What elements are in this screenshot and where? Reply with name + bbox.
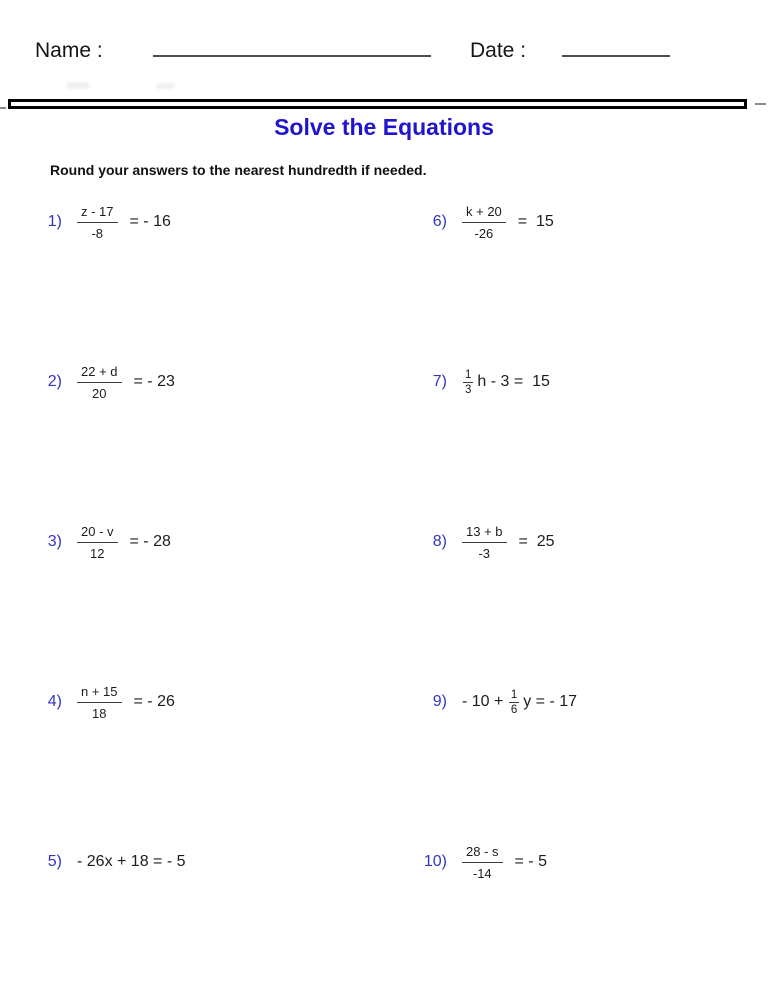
problem-number: 2) [47, 373, 62, 390]
name-label: Name : [35, 39, 103, 62]
problem-number: 7) [432, 373, 447, 390]
fraction-denominator: 6 [510, 703, 518, 716]
problem-6 [384, 196, 768, 248]
fraction-denominator: 20 [92, 386, 107, 401]
fraction-denominator: -8 [91, 226, 104, 241]
problem-number: 4) [47, 693, 62, 710]
equation [462, 369, 550, 396]
fraction-numerator: 1 [465, 368, 472, 381]
equation-text: - 10 + [462, 693, 508, 710]
fraction [462, 843, 503, 881]
fraction [462, 523, 507, 561]
fraction-numerator: z - 17 [77, 203, 118, 223]
fraction-denominator: -14 [472, 866, 492, 881]
divider-rule [0, 99, 768, 111]
fraction [77, 683, 122, 721]
fraction [77, 523, 118, 561]
equation [462, 843, 547, 881]
fraction-denominator: 18 [92, 706, 107, 721]
problem-number: 1) [47, 213, 62, 230]
divider-end-dash [755, 103, 766, 105]
equation-text: = 15 [517, 213, 554, 230]
fraction-numerator: 22 + d [77, 363, 122, 383]
equation-text: y = - 17 [523, 693, 578, 710]
problem-7 [384, 356, 768, 408]
problems-grid [0, 196, 768, 888]
problem-5 [0, 836, 384, 888]
equation-text: = - 5 [514, 853, 547, 870]
fraction-numerator: k + 20 [462, 203, 506, 223]
fraction-numerator: 13 + b [462, 523, 507, 543]
fraction-denominator: -26 [474, 226, 494, 241]
problem-10 [384, 836, 768, 888]
equation-text: = - 23 [133, 373, 175, 390]
fraction [462, 203, 506, 241]
fraction-numerator: 1 [510, 688, 518, 701]
print-smudge [66, 82, 90, 89]
problem-number: 8) [432, 533, 447, 550]
problem-number: 5) [47, 853, 62, 870]
problem-3 [0, 516, 384, 568]
equation-text: - 26x + 18 = - 5 [77, 853, 186, 870]
problem-8 [384, 516, 768, 568]
date-field [470, 34, 670, 63]
problem-number: 6) [432, 213, 447, 230]
problem-number: 10) [423, 853, 447, 870]
equation [77, 203, 171, 241]
equation [462, 689, 577, 716]
fraction-numerator: 20 - v [77, 523, 118, 543]
equation-text: h - 3 = 15 [477, 373, 550, 390]
name-input-line[interactable] [153, 34, 431, 57]
divider-end-dash [0, 107, 6, 109]
date-label: Date : [470, 39, 527, 62]
fraction-denominator: 3 [465, 383, 472, 396]
equation-text: = - 28 [129, 533, 171, 550]
equation [77, 363, 175, 401]
equation [462, 523, 555, 561]
print-smudge [156, 83, 174, 89]
problem-4 [0, 676, 384, 728]
fraction [77, 203, 118, 241]
problem-2 [0, 356, 384, 408]
equation [77, 683, 175, 721]
equation-text: = - 26 [133, 693, 175, 710]
equation [462, 203, 554, 241]
problem-9 [384, 676, 768, 728]
fraction [77, 363, 122, 401]
fraction [509, 689, 519, 716]
fraction-denominator: 12 [90, 546, 105, 561]
problem-number: 9) [432, 693, 447, 710]
date-input-line[interactable] [562, 34, 670, 57]
fraction-numerator: n + 15 [77, 683, 122, 703]
equation-text: = - 16 [129, 213, 171, 230]
equation-text: = 25 [518, 533, 555, 550]
fraction [463, 369, 473, 396]
problem-number: 3) [47, 533, 62, 550]
page-title: Solve the Equations [274, 114, 494, 140]
divider-double-line [8, 99, 747, 109]
equation [77, 853, 186, 871]
instruction-text: Round your answers to the nearest hundredth if needed. [50, 162, 427, 178]
fraction-numerator: 28 - s [462, 843, 503, 863]
name-field [35, 34, 431, 63]
fraction-denominator: -3 [478, 546, 491, 561]
problem-1 [0, 196, 384, 248]
equation [77, 523, 171, 561]
